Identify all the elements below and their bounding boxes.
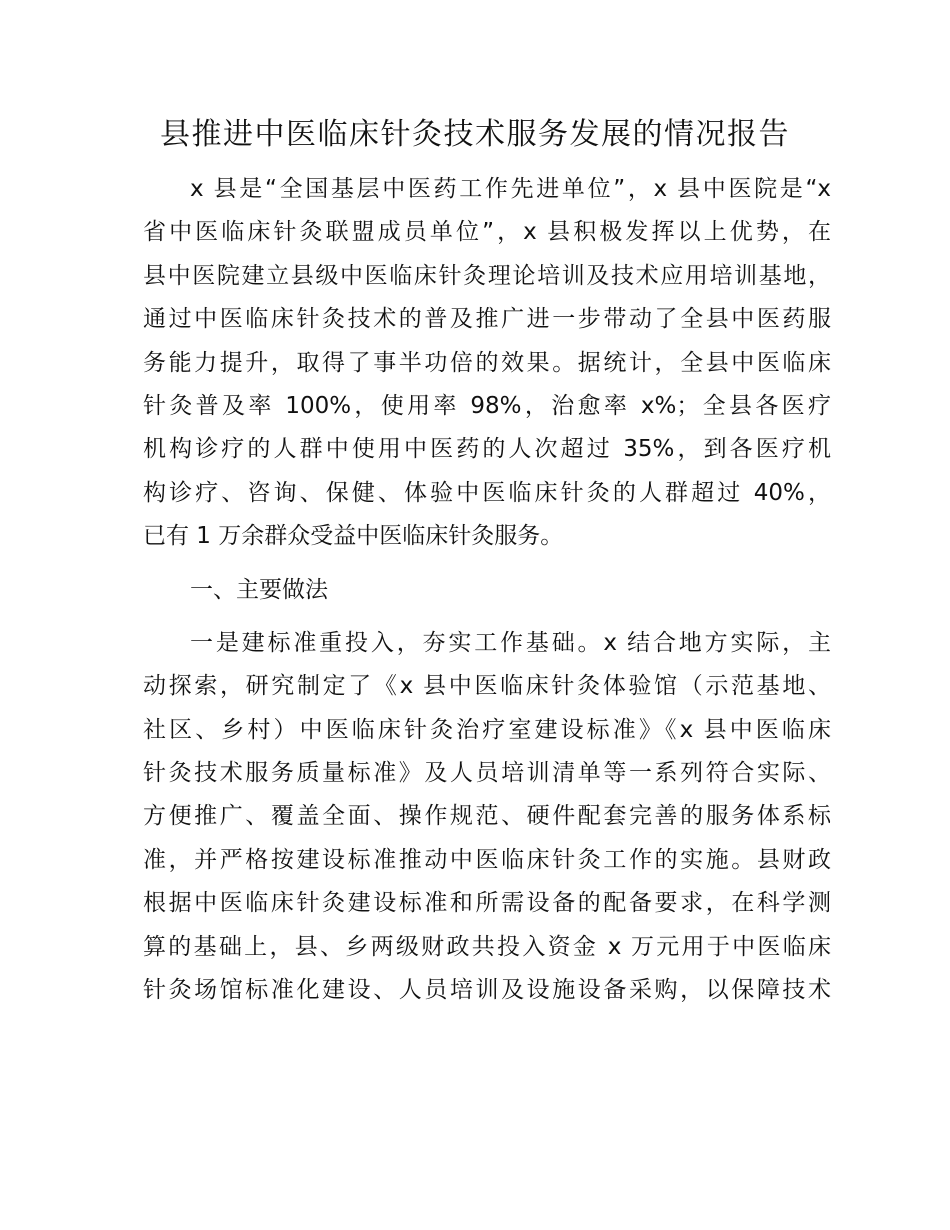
- text-line: 构诊疗、咨询、保健、体验中医临床针灸的人群超过 40%，: [143, 479, 831, 506]
- text-line: 务能力提升，取得了事半功倍的效果。据统计，全县中医临床: [143, 349, 831, 376]
- text-line: x 县是“全国基层中医药工作先进单位”，x 县中医院是“x: [190, 176, 831, 202]
- text-line: 针灸普及率 100%，使用率 98%，治愈率 x%；全县各医疗: [143, 392, 831, 419]
- text-line: 省中医临床针灸联盟成员单位”，x 县积极发挥以上优势，在: [143, 219, 831, 246]
- section-heading-text: 一、主要做法: [190, 576, 328, 603]
- section-heading: [143, 569, 831, 612]
- text-line: 已有 1 万余群众受益中医临床针灸服务。: [143, 523, 564, 550]
- document-title: 县推进中医临床针灸技术服务发展的情况报告: [160, 117, 790, 152]
- text-line: 准，并严格按建设标准推动中医临床针灸工作的实施。县财政: [143, 846, 831, 873]
- text-line: 社区、乡村）中医临床针灸治疗室建设标准》《x 县中医临床: [143, 716, 831, 743]
- text-line: 针灸场馆标准化建设、人员培训及设施设备采购，以保障技术: [143, 977, 831, 1004]
- paragraph-measure-1: [143, 622, 831, 1013]
- paragraph-intro: [143, 168, 831, 559]
- document-body: [143, 168, 831, 1022]
- text-line: 方便推广、覆盖全面、操作规范、硬件配套完善的服务体系标: [143, 803, 831, 830]
- text-line: 县中医院建立县级中医临床针灸理论培训及技术应用培训基地，: [143, 262, 831, 289]
- text-line: 通过中医临床针灸技术的普及推广进一步带动了全县中医药服: [143, 306, 831, 333]
- text-line: 机构诊疗的人群中使用中医药的人次超过 35%，到各医疗机: [143, 436, 831, 463]
- text-line: 算的基础上，县、乡两级财政共投入资金 x 万元用于中医临床: [143, 933, 831, 960]
- text-line: 针灸技术服务质量标准》及人员培训清单等一系列符合实际、: [143, 760, 831, 787]
- text-line: 动探索，研究制定了《x 县中医临床针灸体验馆（示范基地、: [143, 673, 831, 700]
- text-line: 一是建标准重投入，夯实工作基础。x 结合地方实际，主: [190, 629, 831, 656]
- text-line: 根据中医临床针灸建设标准和所需设备的配备要求，在科学测: [143, 890, 831, 917]
